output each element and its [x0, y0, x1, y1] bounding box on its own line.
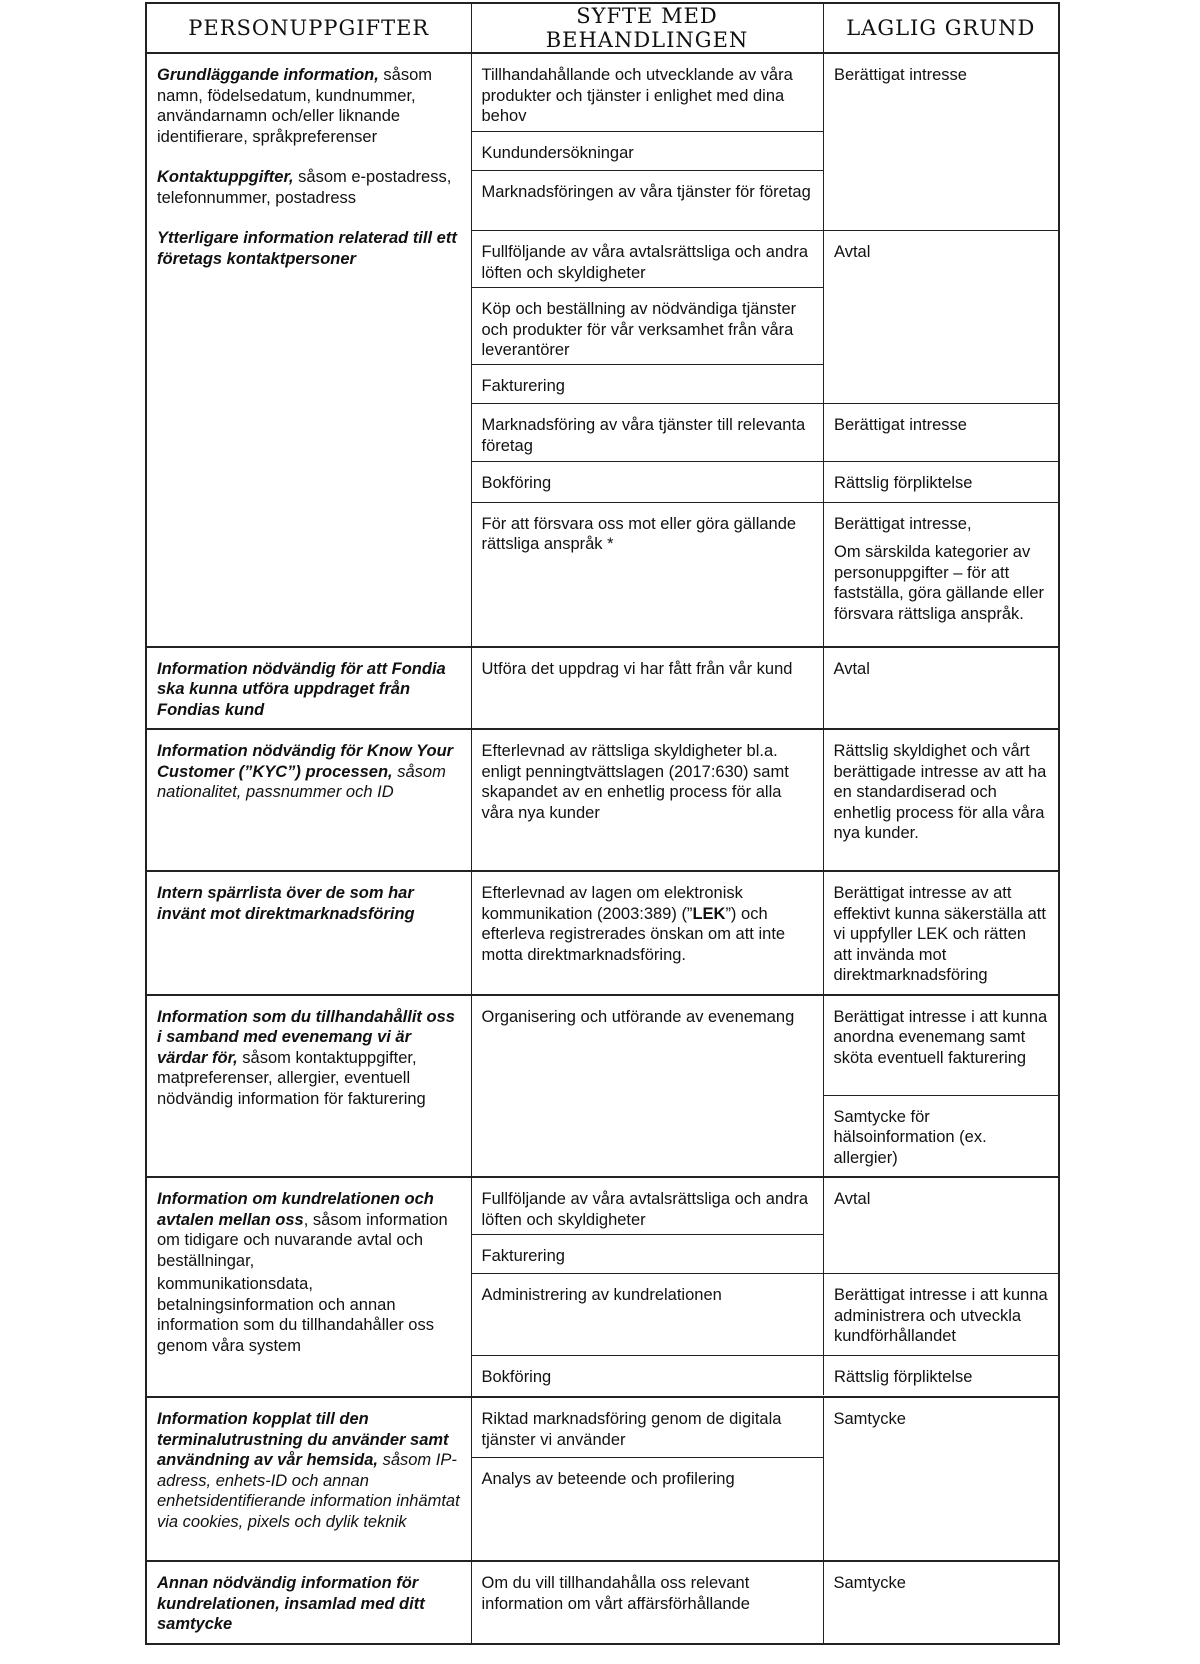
table-row — [146, 729, 1059, 871]
purpose-cell: Fullföljande av våra avtalsrättsliga och andra löften och skyldigheter — [472, 231, 824, 288]
table-header-row — [146, 3, 1059, 53]
table-row — [146, 871, 1059, 995]
legal-cell: Berättigat intresse, Om särskilda kategorier av personuppgifter – för att fastställa, göra gällande eller försvara rättsliga anspråk. — [834, 514, 1045, 623]
header-laglig-grund: LAGLIG GRUND — [823, 3, 1059, 53]
purpose-cell: För att försvara oss mot eller göra gällande rättsliga anspråk * — [481, 514, 797, 553]
purpose-cell: Efterlevnad av rättsliga skyldigheter bl.a. enligt penningtvättslagen (2017:630) samt skapandet av en enhetlig process för alla våra nya kunder — [471, 729, 823, 871]
legal-cell: Berättigat intresse — [834, 416, 967, 434]
table-row — [146, 1561, 1059, 1644]
purpose-cell: Utföra det uppdrag vi har fått från vår kund — [471, 647, 823, 730]
table-row — [146, 995, 1059, 1178]
purpose-legal-block — [471, 1177, 1059, 1397]
data-cell: Information kopplat till den terminalutrustning du använder samt användning av vår hemsida, såsom IP-adress, enhets-ID och annan enhetsidentifierande information inhämtat via cookies, pixels och dylik teknik — [146, 1397, 471, 1561]
privacy-table-document — [145, 2, 1058, 1645]
purpose-cell: Riktad marknadsföring genom de digitala tjänster vi använder Analys av beteende och profilering — [471, 1397, 823, 1561]
purpose-legal-block — [471, 53, 1059, 647]
purpose-cell: Fakturering — [481, 377, 565, 395]
legal-cell: Berättigat intresse — [834, 66, 967, 84]
purpose-cell: Efterlevnad av lagen om elektronisk kommunikation (2003:389) (”LEK”) och efterleva registrerades önskan om att inte motta direktmarknadsföring. — [471, 871, 823, 995]
purpose-cell: Fullföljande av våra avtalsrättsliga och andra löften och skyldigheter — [472, 1178, 824, 1235]
header-syfte: SYFTE MED BEHANDLINGEN — [471, 3, 823, 53]
purpose-cell: Marknadsföringen av våra tjänster för företag — [481, 183, 811, 201]
data-cell: Information nödvändig för att Fondia ska kunna utföra uppdraget från Fondias kund — [146, 647, 471, 730]
personal-data-table — [145, 2, 1060, 1645]
data-cell: Intern spärrlista över de som har invänt mot direktmarknadsföring — [146, 871, 471, 995]
purpose-cell: Bokföring — [481, 1367, 552, 1386]
data-cell: Information nödvändig för Know Your Customer (”KYC”) processen, såsom nationalitet, passnummer och ID — [146, 729, 471, 871]
legal-cell: Rättslig förpliktelse — [834, 1367, 973, 1386]
purpose-cell: Administrering av kundrelationen — [481, 1286, 722, 1304]
legal-cell: Avtal — [823, 647, 1059, 730]
data-cell: Grundläggande information, såsom namn, födelsedatum, kundnummer, användarnamn och/eller liknande identifierare, språkpreferenser Kontaktuppgifter, såsom e-postadress, telefonnummer, postadress Ytterligare information relaterad till ett företags kontaktpersoner — [146, 53, 471, 647]
legal-cell: Samtycke — [823, 1561, 1059, 1644]
purpose-cell: Köp och beställning av nödvändiga tjänster och produkter för vår verksamhet från våra leverantörer — [472, 288, 824, 365]
legal-cell: Samtycke — [823, 1397, 1059, 1561]
purpose-cell: Kundundersökningar — [472, 132, 824, 171]
purpose-cell: Marknadsföring av våra tjänster till relevanta företag — [481, 416, 806, 455]
legal-cell: Berättigat intresse i att kunna administrera och utveckla kundförhållandet — [834, 1286, 1048, 1345]
purpose-cell: Bokföring — [481, 474, 552, 492]
legal-cell: Rättslig förpliktelse — [834, 474, 973, 492]
data-cell: Information som du tillhandahållit oss i samband med evenemang vi är värdar för, såsom kontaktuppgifter, matpreferenser, allergier, eventuell nödvändig information för fakturering — [146, 995, 471, 1178]
legal-cell: Rättslig skyldighet och vårt berättigade intresse av att ha en standardiserad och enhetlig process för alla våra nya kunder. — [823, 729, 1059, 871]
legal-cell: Berättigat intresse av att effektivt kunna säkerställa att vi uppfyller LEK och rätten att invända mot direktmarknadsföring — [823, 871, 1059, 995]
purpose-cell: Tillhandahållande och utvecklande av våra produkter och tjänster i enlighet med dina behov — [472, 54, 824, 132]
legal-cell: Avtal — [834, 1190, 871, 1208]
purpose-cell: Om du vill tillhandahålla oss relevant information om vårt affärsförhållande — [471, 1561, 823, 1644]
purpose-cell: Organisering och utförande av evenemang — [471, 995, 823, 1178]
data-cell: Information om kundrelationen och avtalen mellan oss, såsom information om tidigare och nuvarande avtal och beställningar, kommunikationsdata, betalningsinformation och annan information som du tillhandahåller oss genom våra system — [146, 1177, 471, 1397]
header-personuppgifter: PERSONUPPGIFTER — [146, 3, 471, 53]
table-row — [146, 1397, 1059, 1561]
legal-cell: Berättigat intresse i att kunna anordna evenemang samt sköta eventuell fakturering Samtycke för hälsoinformation (ex. allergier) — [823, 995, 1059, 1178]
legal-cell: Avtal — [834, 243, 871, 261]
table-row — [146, 1177, 1059, 1397]
purpose-cell: Fakturering — [481, 1247, 565, 1265]
table-row — [146, 53, 1059, 647]
data-cell: Annan nödvändig information för kundrelationen, insamlad med ditt samtycke — [146, 1561, 471, 1644]
table-row — [146, 647, 1059, 730]
